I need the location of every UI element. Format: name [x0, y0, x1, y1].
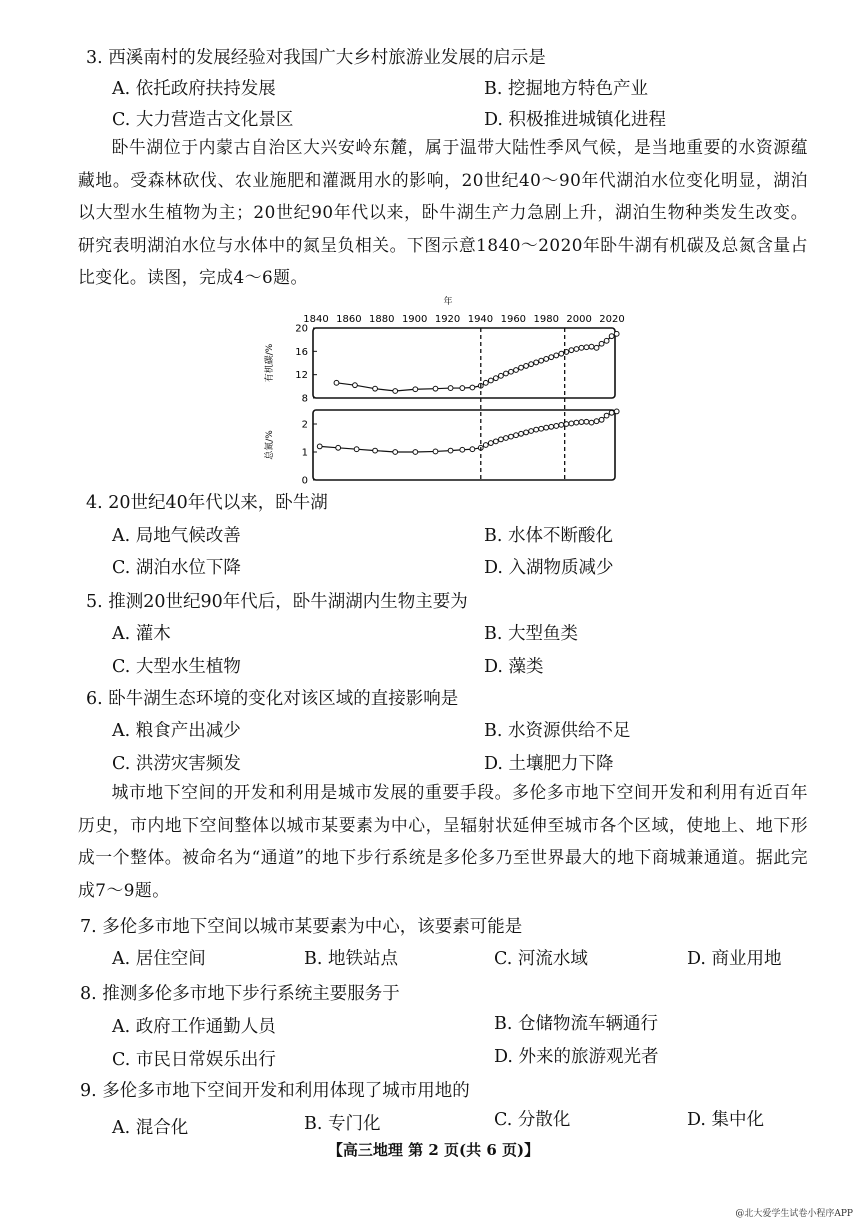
- data-point: [604, 413, 609, 418]
- data-point: [594, 345, 599, 350]
- q6-option-d: D. 土壤肥力下降: [484, 754, 614, 774]
- data-point: [534, 427, 539, 432]
- q6-stem: 6. 卧牛湖生态环境的变化对该区域的直接影响是: [86, 689, 459, 709]
- y-tick-label: 20: [295, 323, 308, 335]
- q9-option-a: A. 混合化: [112, 1118, 189, 1138]
- q4-option-d: D. 入湖物质减少: [484, 558, 614, 578]
- q7-option-a: A. 居住空间: [112, 949, 206, 969]
- q4-option-c: C. 湖泊水位下降: [112, 558, 241, 578]
- data-point: [614, 331, 619, 336]
- y-tick-label: 0: [301, 475, 308, 487]
- y-tick-label: 16: [295, 346, 308, 358]
- passage-toronto-text: 城市地下空间的开发和利用是城市发展的重要手段。多伦多市地下空间开发和利用有近百年历史，市内地下空间整体以城市某要素为中心，呈辐射状延伸至城市各个区域，使地上、地下形成一个整体。被命名为“通道”的地下步行系统是多伦多乃至世界最大的地下商城兼通道。据此完成7～9题。: [78, 782, 808, 900]
- y-tick-label: 2: [301, 419, 308, 431]
- data-point: [544, 425, 549, 430]
- data-point: [614, 409, 619, 414]
- q6-option-c: C. 洪涝灾害频发: [112, 754, 241, 774]
- q8-option-b: B. 仓储物流车辆通行: [494, 1014, 658, 1034]
- total-nitrogen-panel: [263, 409, 619, 487]
- data-point: [559, 422, 564, 427]
- page-footer: 【高三地理 第 2 页(共 6 页)】: [327, 1141, 540, 1159]
- data-point: [524, 430, 529, 435]
- data-point: [539, 358, 544, 363]
- lake-chart: [258, 295, 628, 490]
- passage-toronto: [78, 776, 808, 906]
- data-point: [589, 420, 594, 425]
- data-point: [493, 439, 498, 444]
- data-point: [488, 378, 493, 383]
- q8-stem: 8. 推测多伦多市地下步行系统主要服务于: [80, 984, 400, 1004]
- data-point: [544, 357, 549, 362]
- q5-option-d: D. 藻类: [484, 657, 544, 677]
- data-point: [509, 369, 514, 374]
- q9-stem: 9. 多伦多市地下空间开发和利用体现了城市用地的: [80, 1081, 470, 1101]
- q3-option-b: B. 挖掘地方特色产业: [484, 79, 648, 99]
- data-point: [317, 444, 322, 449]
- data-point: [569, 421, 574, 426]
- data-point: [599, 341, 604, 346]
- data-point: [334, 380, 339, 385]
- x-tick-label: 1900: [401, 314, 428, 325]
- data-point: [604, 338, 609, 343]
- data-point: [514, 368, 519, 373]
- data-point: [433, 449, 438, 454]
- q8-option-d: D. 外来的旅游观光者: [494, 1047, 659, 1067]
- data-point: [574, 420, 579, 425]
- y-axis-label: 总氮/%: [265, 430, 275, 460]
- x-tick-label: 1840: [303, 314, 329, 325]
- data-point: [354, 447, 359, 452]
- data-point: [413, 387, 418, 392]
- x-tick-label: 1940: [467, 314, 494, 325]
- data-point: [609, 410, 614, 415]
- q3-option-c: C. 大力营造古文化景区: [112, 110, 294, 130]
- data-point: [599, 417, 604, 422]
- data-point: [504, 436, 509, 441]
- q8-option-a: A. 政府工作通勤人员: [112, 1017, 276, 1037]
- data-point: [554, 353, 559, 358]
- q9-option-c: C. 分散化: [494, 1110, 571, 1130]
- x-tick-label: 2020: [599, 314, 625, 325]
- data-point: [534, 360, 539, 365]
- q7-option-c: C. 河流水域: [494, 949, 588, 969]
- x-tick-label: 2000: [566, 314, 592, 325]
- data-point: [549, 355, 554, 360]
- data-point: [504, 371, 509, 376]
- data-point: [589, 344, 594, 349]
- data-point: [336, 445, 341, 450]
- data-point: [539, 426, 544, 431]
- q5-option-b: B. 大型鱼类: [484, 624, 578, 644]
- panel-frame: [313, 410, 615, 480]
- x-tick-label: 1920: [434, 314, 461, 325]
- y-tick-label: 1: [301, 447, 308, 459]
- data-point: [609, 334, 614, 339]
- q6-option-a: A. 粮食产出减少: [112, 721, 241, 741]
- data-point: [579, 420, 584, 425]
- x-tick-label: 1860: [336, 314, 362, 325]
- q5-option-c: C. 大型水生植物: [112, 657, 241, 677]
- q6-option-b: B. 水资源供给不足: [484, 721, 631, 741]
- data-point: [499, 373, 504, 378]
- data-point: [470, 447, 475, 452]
- data-point: [499, 437, 504, 442]
- data-point: [509, 434, 514, 439]
- data-point: [460, 386, 465, 391]
- x-tick-label: 1880: [369, 314, 395, 325]
- data-point: [559, 351, 564, 356]
- data-point: [393, 389, 398, 394]
- data-point: [554, 424, 559, 429]
- q7-stem: 7. 多伦多市地下空间以城市某要素为中心，该要素可能是: [80, 917, 523, 937]
- y-axis-label: 有机碳/%: [265, 343, 275, 383]
- watermark-text: @北大爱学生试卷小程序APP: [735, 1209, 853, 1219]
- data-point: [569, 348, 574, 353]
- data-point: [574, 347, 579, 352]
- q8-option-c: C. 市民日常娱乐出行: [112, 1050, 276, 1070]
- data-point: [584, 419, 589, 424]
- series-line: [320, 411, 617, 452]
- q4-option-a: A. 局地气候改善: [112, 526, 241, 546]
- x-tick-label: 1980: [533, 314, 559, 325]
- q3-option-a: A. 依托政府扶持发展: [112, 79, 276, 99]
- q3-stem: 3. 西溪南村的发展经验对我国广大乡村旅游业发展的启示是: [86, 48, 546, 68]
- data-point: [529, 429, 534, 434]
- q4-option-b: B. 水体不断酸化: [484, 526, 613, 546]
- q7-option-d: D. 商业用地: [687, 949, 782, 969]
- x-unit-label: 年: [443, 297, 453, 307]
- data-point: [483, 443, 488, 448]
- q9-option-d: D. 集中化: [687, 1110, 765, 1130]
- data-point: [448, 386, 453, 391]
- data-point: [519, 365, 524, 370]
- data-point: [488, 441, 493, 446]
- y-tick-label: 8: [301, 393, 308, 405]
- organic-carbon-panel: [263, 324, 619, 405]
- data-point: [519, 431, 524, 436]
- y-tick-label: 12: [295, 370, 308, 382]
- data-point: [524, 364, 529, 369]
- data-point: [448, 448, 453, 453]
- q5-option-a: A. 灌木: [112, 624, 171, 644]
- data-point: [470, 385, 475, 390]
- q5-stem: 5. 推测20世纪90年代后，卧牛湖湖内生物主要为: [86, 592, 468, 612]
- q3-option-d: D. 积极推进城镇化进程: [484, 110, 667, 130]
- data-point: [483, 380, 488, 385]
- data-point: [549, 424, 554, 429]
- data-point: [579, 345, 584, 350]
- data-point: [433, 386, 438, 391]
- data-point: [373, 386, 378, 391]
- data-point: [373, 448, 378, 453]
- data-point: [594, 419, 599, 424]
- x-tick-label: 1960: [500, 314, 527, 325]
- q4-stem: 4. 20世纪40年代以来，卧牛湖: [86, 493, 328, 513]
- data-point: [393, 450, 398, 455]
- passage-wuniu-lake-text: 卧牛湖位于内蒙古自治区大兴安岭东麓，属于温带大陆性季风气候，是当地重要的水资源蕴藏地。受森林砍伐、农业施肥和灌溉用水的影响，20世纪40～90年代湖泊水位变化明显，湖泊以大型水生植物为主；20世纪90年代以来，卧牛湖生产力急剧上升，湖泊生物种类发生改变。研究表明湖泊水位与水体中的氮呈负相关。下图示意1840～2020年卧牛湖有机碳及总氮含量占比变化。读图，完成4～6题。: [78, 137, 808, 287]
- data-point: [413, 450, 418, 455]
- data-point: [353, 383, 358, 388]
- series-line: [336, 334, 616, 391]
- passage-wuniu-lake: [78, 131, 808, 294]
- q7-option-b: B. 地铁站点: [304, 949, 398, 969]
- data-point: [460, 447, 465, 452]
- data-point: [584, 345, 589, 350]
- data-point: [514, 433, 519, 438]
- q9-option-b: B. 专门化: [304, 1114, 381, 1134]
- data-point: [493, 376, 498, 381]
- x-tick-labels: [303, 314, 624, 325]
- data-point: [529, 362, 534, 367]
- reference-lines: [481, 328, 565, 480]
